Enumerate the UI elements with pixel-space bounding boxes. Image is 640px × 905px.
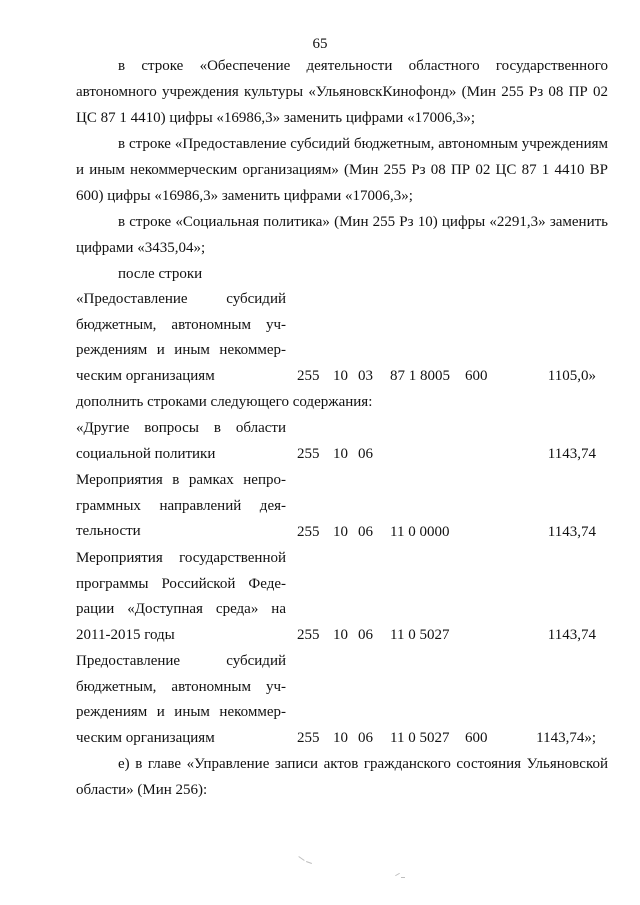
code-min: 255	[297, 368, 320, 384]
code-min: 255	[297, 730, 320, 746]
paragraph-social-policy: в строке «Социальная политика» (Мин 255 Рз 10) цифры «2291,3» заменить цифрами «3435,04»;	[76, 214, 608, 256]
code-vr: 600	[465, 368, 488, 384]
description-line: «Предоставление субсидий	[76, 291, 286, 307]
code-min: 255	[297, 627, 320, 643]
paragraph-subsidies: в строке «Предоставление субсидий бюджетным, автономным учреждениям и иным некоммерческим организациям» (Мин 255 Рз 08 ПР 02 ЦС 87 1 4410 ВР 600) цифры «16986,3» заменить цифрами «17006,3»;	[76, 136, 608, 204]
description-line: рации «Доступная среда» на	[76, 601, 286, 618]
code-vr: 600	[465, 730, 488, 746]
code-cs: 11 0 0000	[390, 524, 450, 540]
scan-mark	[306, 861, 312, 864]
add-rows-label: дополнить строками следующего содержания:	[76, 394, 373, 410]
scan-mark	[401, 877, 405, 878]
description-line: граммных направлений дея-	[76, 497, 286, 514]
description-line: реждениям и иным некоммер-	[76, 704, 286, 721]
description-line: тельности	[76, 523, 141, 540]
paragraph-registry-office: е) в главе «Управление записи актов гражданского состояния Ульяновской области» (Мин 256):	[76, 756, 608, 798]
amount: 1105,0»	[547, 368, 596, 384]
amount: 1143,74	[547, 627, 596, 643]
row-description	[76, 545, 286, 647]
description-line: ческим организациям	[76, 367, 215, 384]
row-description	[76, 415, 286, 466]
amount: 1143,74	[547, 446, 596, 462]
row-description	[76, 286, 286, 388]
description-line: Мероприятия государственной	[76, 550, 286, 566]
code-rz: 10	[333, 446, 348, 462]
after-row-label: после строки	[118, 266, 203, 282]
code-min: 255	[297, 446, 320, 462]
code-pr: 06	[358, 730, 373, 746]
code-min: 255	[297, 524, 320, 540]
code-cs: 87 1 8005	[390, 368, 450, 384]
row-description	[76, 648, 286, 750]
code-pr: 06	[358, 524, 373, 540]
page-number: 65	[312, 36, 328, 52]
description-line: бюджетным, автономным уч-	[76, 678, 286, 695]
paragraph-kinofond: в строке «Обеспечение деятельности областного государственного автономного учреждения культуры «УльяновскКинофонд» (Мин 255 Рз 08 ПР 02 ЦС 87 1 4410) цифры «16986,3» заменить цифрами «17006,3»;	[76, 58, 608, 126]
description-line: Мероприятия в рамках непро-	[76, 472, 286, 488]
description-line: «Другие вопросы в области	[76, 420, 286, 436]
description-line: программы Российской Феде-	[76, 575, 286, 592]
description-line: ческим организациям	[76, 729, 215, 746]
code-pr: 03	[358, 368, 373, 384]
code-pr: 06	[358, 446, 373, 462]
code-cs: 11 0 5027	[390, 730, 450, 746]
row-description	[76, 467, 286, 544]
description-line: социальной политики	[76, 445, 216, 462]
scan-mark	[395, 873, 400, 876]
code-pr: 06	[358, 627, 373, 643]
code-rz: 10	[333, 524, 348, 540]
code-rz: 10	[333, 368, 348, 384]
amount: 1143,74	[547, 524, 596, 540]
description-line: реждениям и иным некоммер-	[76, 342, 286, 359]
code-rz: 10	[333, 730, 348, 746]
description-line: бюджетным, автономным уч-	[76, 316, 286, 333]
scan-mark	[298, 856, 304, 861]
description-line: 2011-2015 годы	[76, 626, 175, 643]
amount: 1143,74»;	[536, 730, 596, 746]
code-rz: 10	[333, 627, 348, 643]
description-line: Предоставление субсидий	[76, 653, 286, 669]
code-cs: 11 0 5027	[390, 627, 450, 643]
